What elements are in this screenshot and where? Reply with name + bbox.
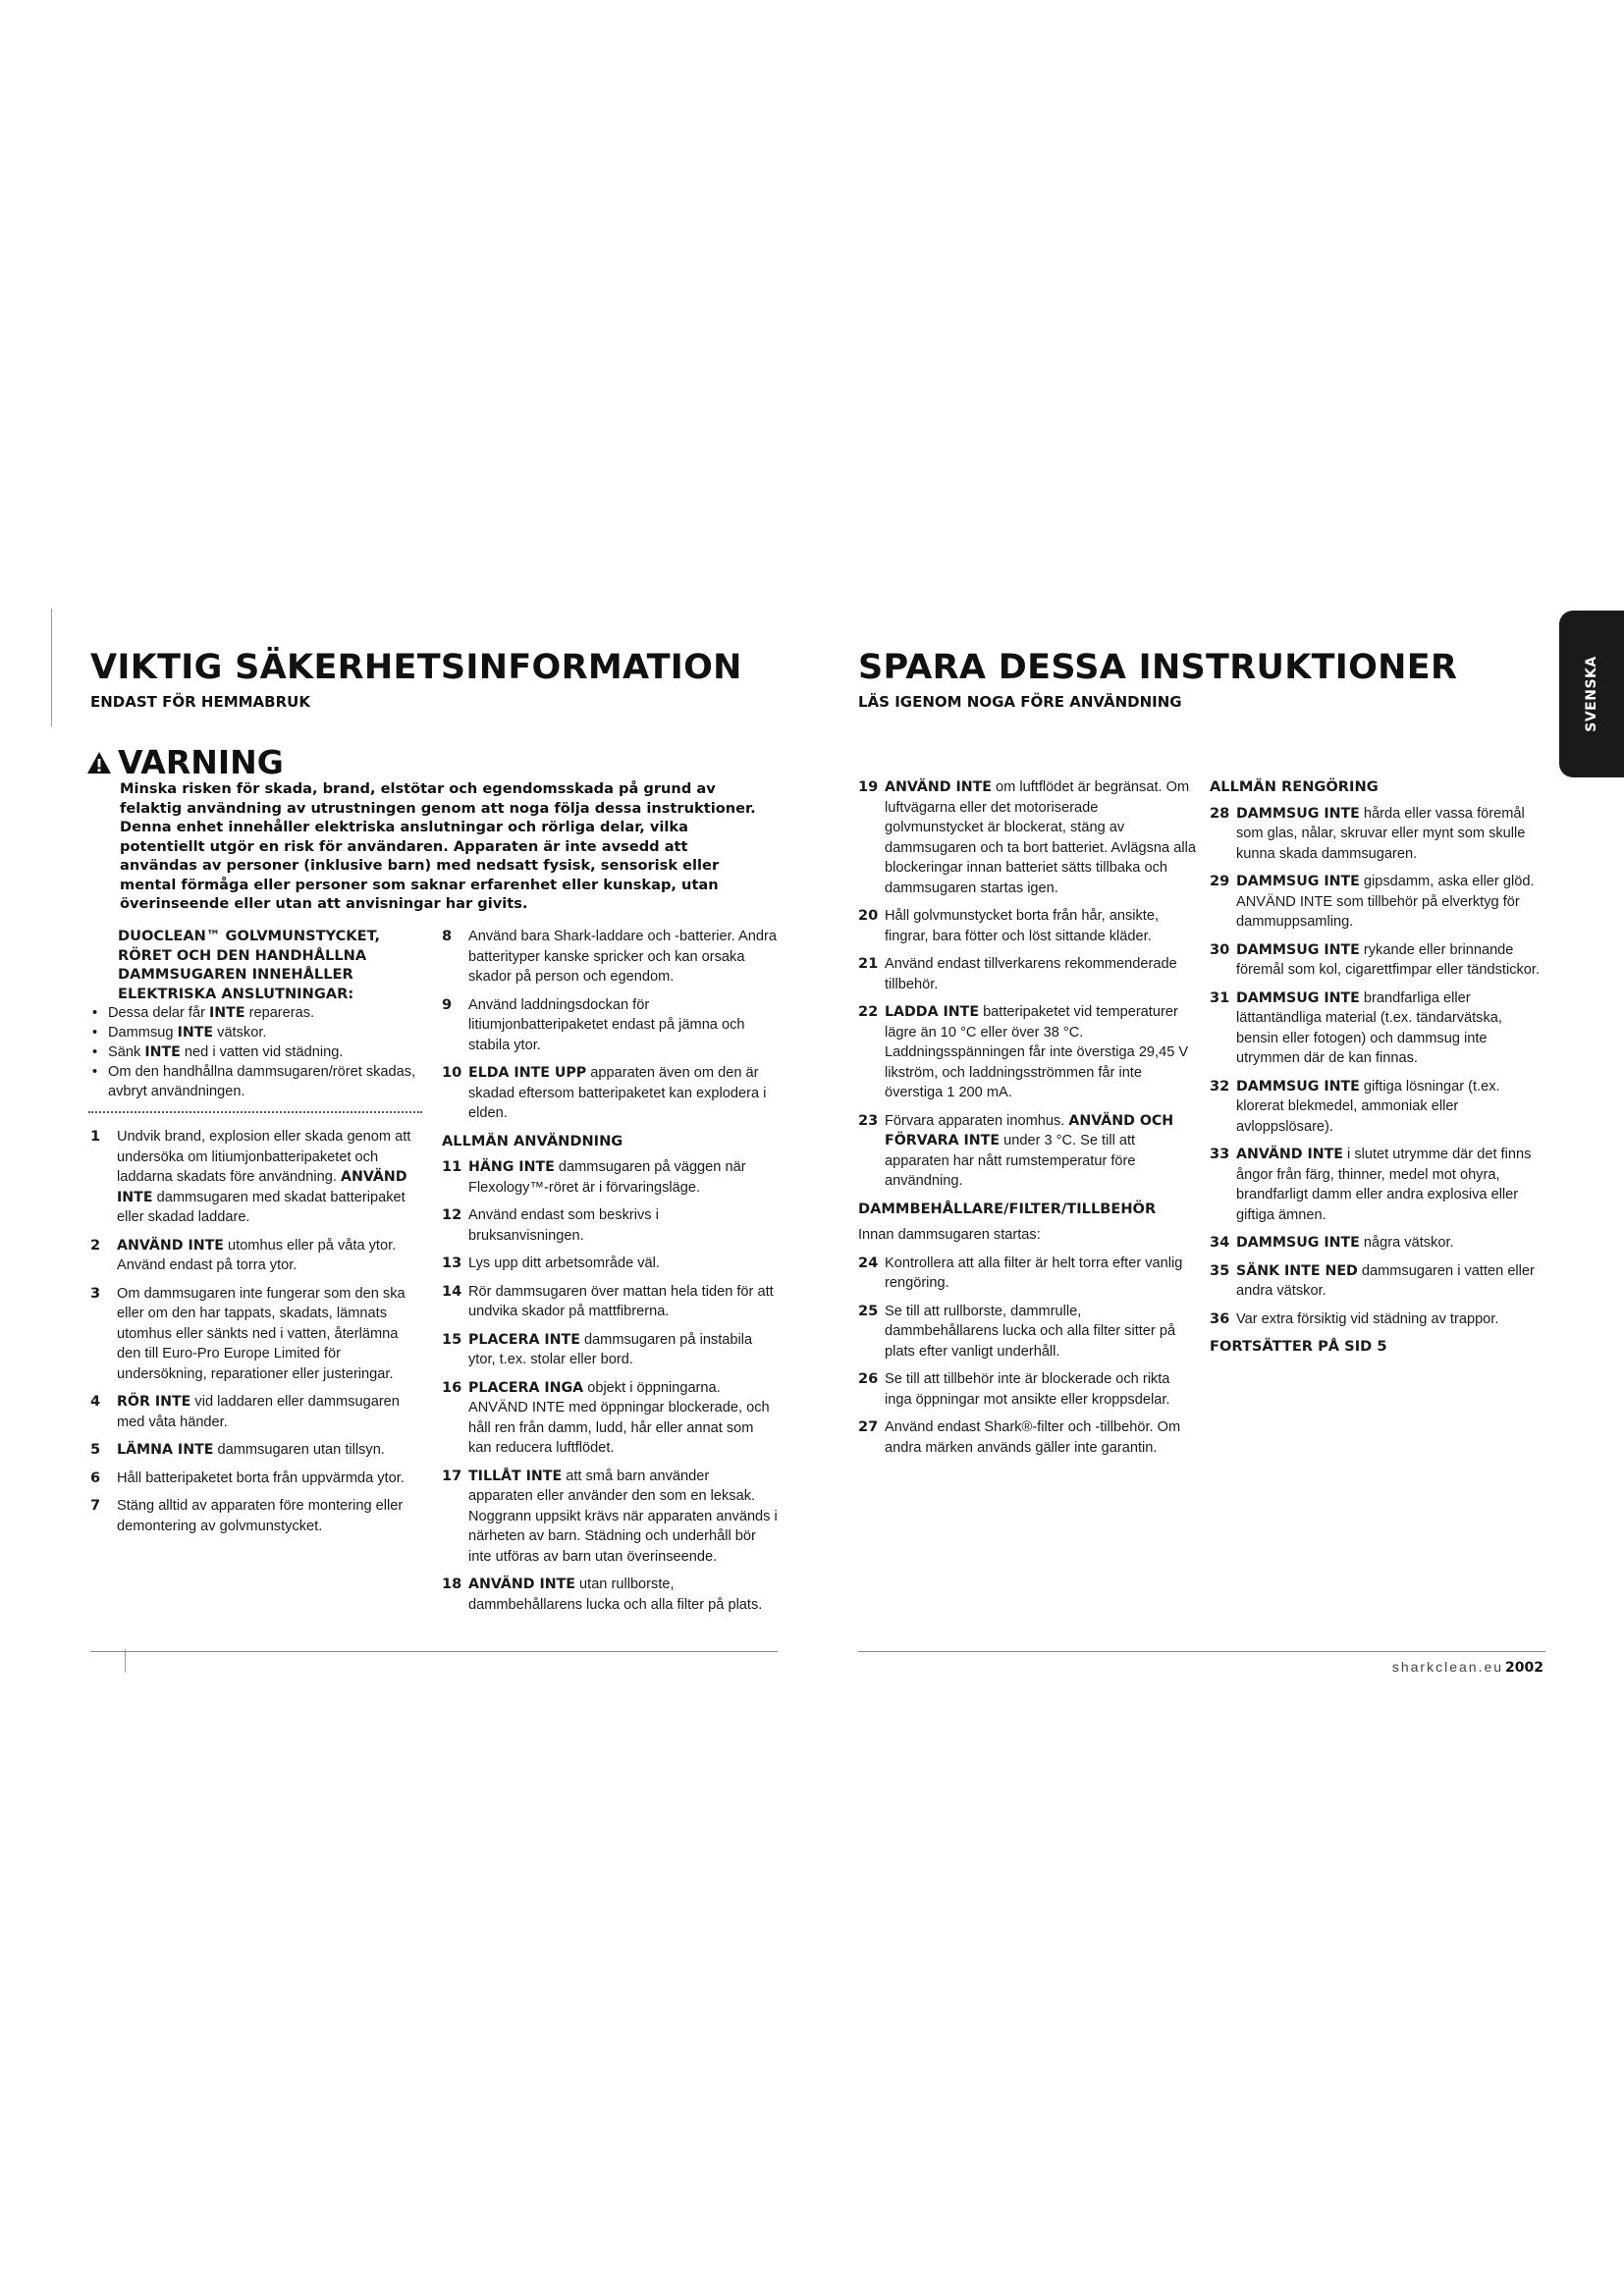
list-item: 11 HÄNG INTE dammsugaren på väggen när Flexology™-röret är i förvaringsläge. xyxy=(442,1158,746,1196)
item-number: 30 xyxy=(1210,940,1230,958)
bullet-item: • Sänk INTE ned i vatten vid städning. xyxy=(90,1042,424,1062)
item-number: 32 xyxy=(1210,1077,1230,1095)
filter-intro: Innan dammsugaren startas: xyxy=(858,1227,1041,1243)
bullet-item: • Om den handhållna dammsugaren/röret skadas, avbryt användningen. xyxy=(90,1062,424,1101)
item-number: 16 xyxy=(442,1378,462,1396)
list-item: 32 DAMMSUG INTE giftiga lösningar (t.ex. klorerat blekmedel, ammoniak eller avloppslösare). xyxy=(1210,1077,1500,1135)
list-item: 3 Om dammsugaren inte fungerar som den ska eller om den har tappats, skadats, lämnats utomhus eller sänkts ned i vatten, återlämna den till Euro-Pro Europe Limited för undersökning, reparationer eller justeringar. xyxy=(90,1284,406,1382)
list-item: 30 DAMMSUG INTE rykande eller brinnande föremål som kol, cigarettfimpar eller tändstickor. xyxy=(1210,940,1541,978)
list-col3a xyxy=(858,777,1197,1192)
list-item: 20 Håll golvmunstycket borta från hår, ansikte, fingrar, bara fötter och löst sittande kläder. xyxy=(858,907,1160,944)
language-side-tab xyxy=(1559,611,1624,777)
section-filter: DAMMBEHÅLLARE/FILTER/TILLBEHÖR xyxy=(858,1200,1157,1217)
list-item: 26 Se till att tillbehör inte är blockerade och rikta inga öppningar mot ansikte eller kroppsdelar. xyxy=(858,1370,1170,1408)
list-item: 21 Använd endast tillverkarens rekommenderade tillbehör. xyxy=(858,955,1177,992)
list-item: 2 ANVÄND INTE utomhus eller på våta ytor. Använd endast på torra ytor. xyxy=(90,1236,397,1273)
warning-block xyxy=(86,743,774,914)
list-item: 5 LÄMNA INTE dammsugaren utan tillsyn. xyxy=(90,1440,424,1461)
item-number: 8 xyxy=(442,928,453,944)
list-item: 1 Undvik brand, explosion eller skada genom att undersöka om litiumjonbatteripaketet och laddarna skadats före användning. ANVÄND INTE dammsugaren med skadat batteripaket eller skadad laddare. xyxy=(90,1128,411,1225)
list-item: 14 Rör dammsugaren över mattan hela tiden för att undvika skador på mattfibrerna. xyxy=(442,1282,774,1319)
duoclean-bullets xyxy=(90,1003,424,1101)
footer-rule-right xyxy=(858,1651,1545,1652)
item-number: 22 xyxy=(858,1003,879,1020)
item-number: 31 xyxy=(1210,988,1230,1006)
list-item: 13 Lys upp ditt arbetsområde väl. xyxy=(442,1254,778,1274)
column-3 xyxy=(858,777,1197,1466)
list-item: 22 LADDA INTE batteripaketet vid temperaturer lägre än 10 °C eller över 38 °C. Laddningsspänningen får inte överstiga 29,45 V likström, och laddningsströmmen får inte överstiga 1 200 mA. xyxy=(858,1003,1189,1100)
item-number: 18 xyxy=(442,1575,462,1592)
column-2 xyxy=(442,927,778,1623)
footer-page-number: 2002 xyxy=(1505,1660,1543,1676)
continues-note: FORTSÄTTER PÅ SID 5 xyxy=(1210,1338,1387,1355)
item-number: 2 xyxy=(90,1236,101,1254)
bullet-item: • Dessa delar får INTE repareras. xyxy=(90,1003,424,1023)
list-item: 16 PLACERA INGA objekt i öppningarna. ANVÄND INTE med öppningar blockerade, och håll ren från damm, ludd, hår eller annat som kan reducera luftflödet. xyxy=(442,1378,770,1456)
item-number: 28 xyxy=(1210,804,1230,822)
list-item: 9 Använd laddningsdockan för litiumjonbatteripaketet endast på jämna och stabila ytor. xyxy=(442,995,745,1053)
list-item: 12 Använd endast som beskrivs i bruksanvisningen. xyxy=(442,1206,659,1244)
list-item: 4 RÖR INTE vid laddaren eller dammsugaren med våta händer. xyxy=(90,1393,400,1430)
page-subtitle-right: LÄS IGENOM NOGA FÖRE ANVÄNDNING xyxy=(858,693,1182,711)
item-number: 21 xyxy=(858,955,879,972)
list-item: 7 Stäng alltid av apparaten före montering eller demontering av golvmunstycket. xyxy=(90,1497,404,1534)
footer-right xyxy=(1276,1659,1543,1677)
dotted-divider xyxy=(88,1111,422,1113)
list-item: 24 Kontrollera att alla filter är helt torra efter vanlig rengöring. xyxy=(858,1254,1183,1291)
footer-rule-left xyxy=(90,1651,778,1652)
item-number: 14 xyxy=(442,1282,462,1300)
item-number: 7 xyxy=(90,1497,101,1514)
list-col2a xyxy=(442,927,778,1124)
item-number: 13 xyxy=(442,1255,462,1271)
crop-mark-bottom-left xyxy=(125,1649,126,1673)
item-number: 4 xyxy=(90,1393,101,1410)
item-number: 27 xyxy=(858,1418,879,1435)
item-number: 10 xyxy=(442,1064,462,1081)
list-item: 17 TILLÅT INTE att små barn använder apparaten eller använder den som en leksak. Noggrann uppsikt krävs när apparaten används i närheten av barn. Städning och underhåll bör inte utföras av barn utan överinseende. xyxy=(442,1467,778,1565)
list-item: 33 ANVÄND INTE i slutet utrymme där det finns ångor från färg, thinner, medel mot ohyra, brandfarligt damm eller andra explosiva eller giftiga ämnen. xyxy=(1210,1146,1532,1223)
list-col1 xyxy=(90,1127,424,1536)
list-item: 34 DAMMSUG INTE några vätskor. xyxy=(1210,1233,1543,1254)
bullet-item: • Dammsug INTE vätskor. xyxy=(90,1023,424,1042)
list-item: 36 Var extra försiktig vid städning av trappor. xyxy=(1210,1309,1543,1330)
list-item: 23 Förvara apparaten inomhus. ANVÄND OCH FÖRVARA INTE under 3 °C. Se till att apparaten har nått rumstemperatur före användning. xyxy=(858,1111,1174,1189)
item-number: 1 xyxy=(90,1128,101,1145)
language-side-tab-label: SVENSKA xyxy=(1584,656,1599,732)
footer-url: sharkclean.eu xyxy=(1391,1659,1504,1675)
item-number: 33 xyxy=(1210,1146,1230,1162)
warning-icon xyxy=(86,751,112,774)
list-col4 xyxy=(1210,804,1543,1330)
page-title-left: VIKTIG SÄKERHETSINFORMATION xyxy=(90,648,742,687)
item-number: 6 xyxy=(90,1468,101,1486)
list-col2b xyxy=(442,1157,778,1615)
page-subtitle-left: ENDAST FÖR HEMMABRUK xyxy=(90,693,310,711)
page-title-right: SPARA DESSA INSTRUKTIONER xyxy=(858,648,1458,687)
list-item: 18 ANVÄND INTE utan rullborste, dammbehållarens lucka och alla filter på plats. xyxy=(442,1575,763,1613)
item-number: 36 xyxy=(1210,1309,1230,1327)
list-item: 10 ELDA INTE UPP apparaten även om den är skadad eftersom batteripaketet kan explodera i elden. xyxy=(442,1064,767,1121)
item-number: 24 xyxy=(858,1254,879,1271)
list-item: 6 Håll batteripaketet borta från uppvärmda ytor. xyxy=(90,1468,424,1489)
list-item: 29 DAMMSUG INTE gipsdamm, aska eller glöd. ANVÄND INTE som tillbehör på elverktyg för dammuppsamling. xyxy=(1210,873,1535,930)
list-item: 8 Använd bara Shark-laddare och -batterier. Andra batterityper kanske spricker och kan orsaka skador på person och egendom. xyxy=(442,928,777,985)
item-number: 9 xyxy=(442,995,453,1013)
list-item: 15 PLACERA INTE dammsugaren på instabila ytor, t.ex. stolar eller bord. xyxy=(442,1330,753,1367)
item-number: 5 xyxy=(90,1441,101,1458)
item-number: 11 xyxy=(442,1158,462,1175)
item-number: 12 xyxy=(442,1206,462,1223)
item-number: 35 xyxy=(1210,1261,1230,1279)
list-col3b xyxy=(858,1254,1197,1459)
item-number: 25 xyxy=(858,1302,879,1319)
warning-text: Minska risken för skada, brand, elstötar och egendomsskada på grund av felaktig användning av utrustningen genom att noga följa dessa instruktioner. Denna enhet innehåller elektriska anslutningar och rörliga delar, vilka potentiellt utgör en risk för användaren. Apparaten är inte avsedd att användas av personer (inklusive barn) med nedsatt fysisk, sensorisk eller mental förmåga eller personer som saknar erfarenhet eller kunskap, utan överinseende eller utan att anvisningar har givits. xyxy=(120,780,756,912)
item-number: 29 xyxy=(1210,873,1230,889)
section-general-use: ALLMÄN ANVÄNDNING xyxy=(442,1132,623,1149)
list-item: 19 ANVÄND INTE om luftflödet är begränsat. Om luftvägarna eller det motoriserade golvmunstycket är blockerat, stäng av dammsugaren och ta bort batteriet. Avlägsna alla blockeringar innan batteriet sätts tillbaka och dammsugaren startas igen. xyxy=(858,778,1196,896)
list-item: 25 Se till att rullborste, dammrulle, dammbehållarens lucka och alla filter sitter på plats efter vanligt underhåll. xyxy=(858,1302,1176,1360)
section-cleaning: ALLMÄN RENGÖRING xyxy=(1210,778,1379,795)
item-number: 3 xyxy=(90,1284,101,1302)
column-4 xyxy=(1210,777,1543,1363)
item-number: 17 xyxy=(442,1467,462,1484)
list-item: 35 SÄNK INTE NED dammsugaren i vatten eller andra vätskor. xyxy=(1210,1261,1535,1299)
column-1 xyxy=(90,927,424,1544)
item-number: 26 xyxy=(858,1370,879,1387)
crop-mark-left xyxy=(51,609,52,726)
item-number: 19 xyxy=(858,778,879,795)
item-number: 20 xyxy=(858,907,879,924)
list-item: 28 DAMMSUG INTE hårda eller vassa föremål som glas, nålar, skruvar eller mynt som skulle kunna skada dammsugaren. xyxy=(1210,804,1526,862)
duoclean-heading: DUOCLEAN™ GOLVMUNSTYCKET, RÖRET OCH DEN HANDHÅLLNA DAMMSUGAREN INNEHÅLLER ELEKTRISKA ANSLUTNINGAR: xyxy=(118,928,381,1002)
item-number: 34 xyxy=(1210,1234,1230,1251)
item-number: 23 xyxy=(858,1111,879,1129)
item-number: 15 xyxy=(442,1330,462,1348)
warning-heading: VARNING xyxy=(118,743,284,781)
list-item: 27 Använd endast Shark®-filter och -tillbehör. Om andra märken används gäller inte garantin. xyxy=(858,1418,1181,1456)
list-item: 31 DAMMSUG INTE brandfarliga eller lättantändliga material (t.ex. tändarvätska, bensin eller fotogen) och dammsug inte utrymmen där de kan finnas. xyxy=(1210,988,1502,1066)
